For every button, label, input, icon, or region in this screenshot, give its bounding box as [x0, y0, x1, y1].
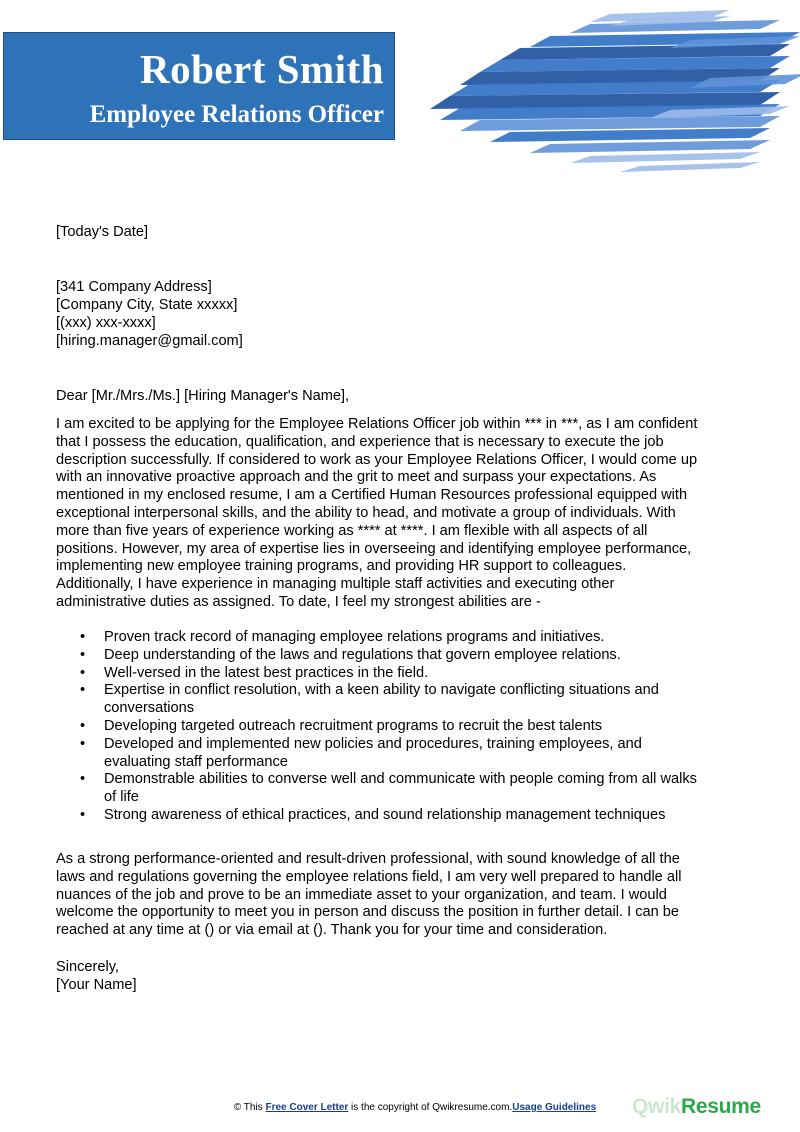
paragraph-line: nuances of the job and prove to be an immediate asset to your organization, and team. I would: [56, 886, 667, 903]
footer-prefix: © This: [233, 1102, 266, 1113]
list-item: • Demonstrable abilities to converse well and communicate with people coming from all walks of life: [80, 771, 697, 806]
paragraph-line: administrative duties as assigned. To date, I feel my strongest abilities are -: [56, 593, 541, 610]
body-paragraph-2: [56, 851, 746, 940]
paragraph-line: that I possess the education, qualification, and experience that is necessary to execute the job: [56, 433, 664, 450]
applicant-name: Robert Smith: [139, 46, 384, 92]
paragraph-line: I am excited to be applying for the Employee Relations Officer job within *** in ***, as I am confident: [56, 416, 698, 432]
logo-main-text: Resume: [680, 1095, 761, 1118]
list-item: • Well-versed in the latest best practices in the field.: [80, 664, 429, 681]
bullet-icon: •: [80, 682, 86, 699]
paragraph-line: welcome the opportunity to meet you in person and discuss the position in further detail. I can be: [56, 904, 680, 921]
paragraph-line: description successfully. If considered to work as your Employee Relations Officer, I would come up: [56, 451, 698, 468]
decorative-stripes-graphic: [430, 0, 800, 175]
salutation: Dear [Mr./Mrs./Ms.] [Hiring Manager's Name],: [56, 388, 350, 404]
paragraph-line: exceptional interpersonal skills, and the ability to head, and motivate a group of individuals. With: [56, 504, 676, 521]
bullet-icon: •: [80, 806, 86, 823]
bullet-icon: •: [80, 771, 86, 788]
applicant-job-title: Employee Relations Officer: [89, 101, 384, 128]
list-item: • Expertise in conflict resolution, with a keen ability to navigate conflicting situations and conversations: [80, 682, 659, 717]
recipient-city-state: [Company City, State xxxxx]: [56, 297, 238, 313]
bullet-icon: •: [80, 629, 86, 645]
bullet-icon: •: [80, 664, 86, 681]
logo-faded-text: Qwik: [632, 1095, 681, 1118]
paragraph-line: more than five years of experience working as **** at ****. I am flexible with all aspects of all: [56, 522, 648, 539]
paragraph-line: reached at any time at () or via email at (). Thank you for your time and consideration.: [56, 922, 608, 939]
recipient-address: [341 Company Address]: [56, 279, 212, 295]
closing: Sincerely,: [56, 959, 119, 975]
decorative-stripe: [490, 128, 770, 142]
bullet-icon: •: [80, 735, 86, 752]
recipient-phone: [(xxx) xxx-xxxx]: [56, 315, 156, 331]
header-banner: [3, 32, 395, 140]
paragraph-line: laws and regulations governing the employee relations field, I am very well prepared to handle all: [56, 868, 682, 885]
decorative-stripe: [620, 162, 760, 172]
list-item: • Developing targeted outreach recruitment programs to recruit the best talents: [80, 717, 603, 734]
paragraph-line: As a strong performance-oriented and result-driven professional, with sound knowledge of all the: [56, 851, 680, 867]
paragraph-line: positions. However, my area of expertise lies in overseeing and identifying employee performance,: [56, 540, 692, 557]
list-item: • Deep understanding of the laws and regulations that govern employee relations.: [80, 646, 621, 663]
paragraph-line: mentioned in my enclosed resume, I am a Certified Human Resources professional equipped with: [56, 487, 688, 504]
paragraph-line: Additionally, I have experience in managing multiple staff activities and executing other: [56, 576, 615, 593]
signature-name: [Your Name]: [56, 977, 137, 993]
decorative-stripe: [530, 140, 770, 153]
paragraph-line: implementing new employee training programs, and providing HR support to colleagues.: [56, 558, 627, 575]
abilities-list: [56, 629, 746, 825]
bullet-icon: •: [80, 717, 86, 734]
list-item: • Proven track record of managing employee relations programs and initiatives.: [80, 629, 605, 645]
free-cover-letter-link[interactable]: Free Cover Letter: [265, 1102, 349, 1113]
bullet-icon: •: [80, 646, 86, 663]
decorative-stripe: [570, 152, 760, 163]
footer-middle: is the copyright of Qwikresume.com.: [348, 1102, 513, 1113]
recipient-email: [hiring.manager@gmail.com]: [56, 333, 243, 349]
qwikresume-logo: [632, 1095, 761, 1119]
list-item: • Strong awareness of ethical practices, and sound relationship management techniques: [80, 806, 666, 823]
letter-date: [Today's Date]: [56, 224, 149, 240]
body-paragraph-1: [56, 416, 746, 612]
paragraph-line: with an innovative proactive approach and the grit to meet and surpass your expectations. As: [56, 469, 657, 486]
list-item: • Developed and implemented new policies and procedures, training employees, and evaluating staff performance: [80, 735, 642, 770]
usage-guidelines-link[interactable]: Usage Guidelines: [512, 1102, 597, 1113]
